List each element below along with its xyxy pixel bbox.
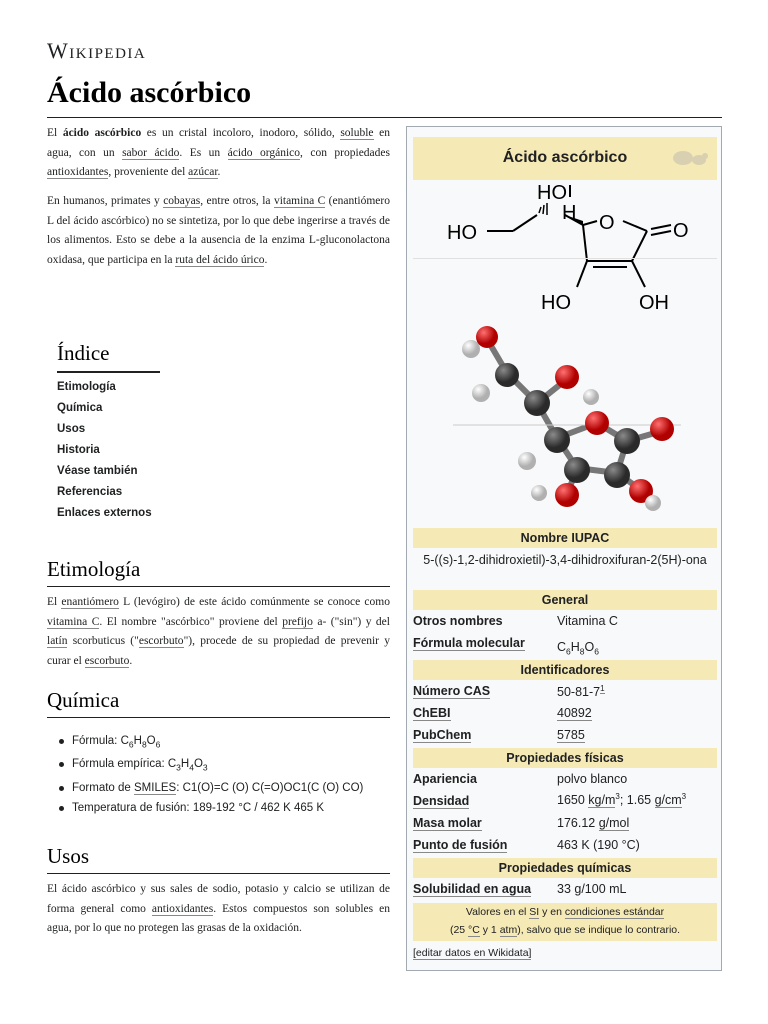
toc-item-vease-tambien[interactable]: Véase también [57, 465, 138, 477]
key-solubilidad[interactable]: Solubilidad en agua [413, 882, 532, 896]
key-numero-cas[interactable]: Número CAS [413, 684, 491, 698]
link-prefijo[interactable]: prefijo [282, 615, 313, 628]
edit-wikidata-link[interactable]: [editar datos en Wikidata] [413, 947, 532, 959]
key-masa-molar[interactable]: Masa molar [413, 816, 482, 830]
val-otros-nombres: Vitamina C [557, 614, 618, 628]
link-vitamina-c-2[interactable]: vitamina C [47, 615, 100, 628]
val-solubilidad: 33 g/100 mL [557, 882, 627, 896]
section-general: General [413, 590, 717, 610]
section-nombre-iupac: Nombre IUPAC [413, 528, 717, 548]
link-latin[interactable]: latín [47, 635, 68, 647]
title-divider [47, 117, 722, 118]
list-item: Fórmula: $C_6H_8O_6$ [57, 734, 390, 751]
intro-paragraph-2: En humanos, primates y cobayas, entre otros, la vitamina C (enantiómero L del ácido ascórbico) no se sintetiza, por lo que debe ingerirse a través de los alimentos. Esto se debe a la ausencia de la enzima L-gluconolactona oxidasa, que participa en la ruta del ácido úrico. [47, 195, 390, 266]
toc-item-referencias[interactable]: Referencias [57, 486, 123, 498]
val-masa-molar: 176.12 g/mol [557, 816, 630, 830]
chemistry-portal-icon [671, 149, 709, 167]
toc-item-historia[interactable]: Historia [57, 444, 100, 456]
label-ho-top: HO [537, 182, 567, 204]
infobox-units-note: Valores en el SI y en condiciones estándar (25 °C y 1 atm), salvo que se indique lo contrario. [413, 903, 717, 941]
link-si[interactable]: SI [529, 906, 540, 918]
ref-cas[interactable]: 1 [600, 684, 605, 693]
val-numero-cas: $50-81-7^1$ [557, 684, 605, 700]
label-ho-left: HO [447, 222, 477, 244]
list-item: Fórmula empírica: $C_3H_4O_3$ [57, 757, 390, 774]
val-pubchem[interactable]: 5785 [557, 728, 585, 742]
link-vitamina-c[interactable]: vitamina C [273, 195, 326, 207]
link-acido-organico[interactable]: ácido orgánico [227, 146, 301, 159]
key-apariencia: Apariencia [413, 772, 477, 786]
toc-item-enlaces-externos[interactable]: Enlaces externos [57, 507, 152, 519]
key-densidad[interactable]: Densidad [413, 794, 470, 808]
val-densidad: 1650 $kg/m^3$; 1.65 $g/cm^3$ [557, 792, 687, 808]
page-title: Ácido ascórbico [47, 76, 252, 109]
toc-item-quimica[interactable]: Química [57, 402, 103, 414]
link-antioxidantes[interactable]: antioxidantes [47, 166, 109, 178]
key-chebi[interactable]: ChEBI [413, 706, 451, 720]
heading-etimologia: Etimología [47, 557, 390, 587]
list-item: Formato de SMILES: C1(O)=C (O) C(=O)OC1(C (O) CO) [57, 781, 390, 795]
val-formula-molecular: $C_6H_8O_6$ [557, 640, 599, 657]
usos-paragraph: El ácido ascórbico y sus sales de sodio, potasio y calcio se utilizan de forma general como antioxidantes. Estos compuestos son solubles en agua, por lo que no protegen las grasas de la oxidación. [47, 883, 390, 934]
infobox-title: Ácido ascórbico [502, 149, 628, 166]
heading-quimica: Química [47, 688, 390, 718]
table-of-contents [57, 341, 161, 524]
link-soluble[interactable]: soluble [340, 127, 374, 139]
link-ruta-acido-urico[interactable]: ruta del ácido úrico [175, 253, 265, 266]
link-enantiomero[interactable]: enantiómero [61, 596, 119, 608]
key-otros-nombres: Otros nombres [413, 614, 503, 628]
wikipedia-logo[interactable]: Wikipedia [47, 38, 147, 63]
label-o-right: O [673, 220, 689, 242]
toc-item-etimologia[interactable]: Etimología [57, 381, 116, 393]
val-chebi[interactable]: 40892 [557, 706, 592, 720]
link-smiles[interactable]: SMILES [134, 781, 177, 794]
key-punto-fusion[interactable]: Punto de fusión [413, 838, 508, 852]
label-h: H [562, 202, 577, 224]
link-cobayas[interactable]: cobayas [163, 195, 201, 207]
section-propiedades-fisicas: Propiedades físicas [413, 748, 717, 768]
label-o-ring: O [599, 212, 615, 234]
key-formula-molecular[interactable]: Fórmula molecular [413, 636, 525, 650]
intro-paragraph-1: El ácido ascórbico es un cristal incoloro, inodoro, sólido, soluble en agua, con un sabor ácido. Es un ácido orgánico, con propiedades antioxidantes, proveniente del azúcar. [47, 127, 390, 178]
quimica-list [57, 734, 390, 821]
key-pubchem[interactable]: PubChem [413, 728, 472, 742]
structure-2d-diagram [437, 179, 697, 319]
label-oh-bottom-right: OH [639, 292, 669, 314]
iupac-name: 5-((s)-1,2-dihidroxietil)-3,4-dihidroxifuran-2(5H)-ona [423, 553, 707, 567]
link-azucar[interactable]: azúcar [188, 166, 218, 178]
toc-item-usos[interactable]: Usos [57, 423, 86, 435]
link-escorbuto-2[interactable]: escorbuto [84, 654, 130, 667]
link-escorbuto[interactable]: escorbuto [138, 635, 184, 647]
infobox-title-bar [413, 137, 717, 180]
ball-and-stick-model [447, 323, 687, 523]
link-sabor-acido[interactable]: sabor ácido [122, 146, 180, 159]
infobox [406, 126, 722, 971]
link-atm[interactable]: atm [499, 924, 518, 936]
val-apariencia: polvo blanco [557, 772, 628, 786]
link-antioxidantes-2[interactable]: antioxidantes [151, 902, 214, 915]
link-condiciones-estandar[interactable]: condiciones estándar [564, 906, 665, 918]
link-celsius[interactable]: °C [468, 924, 480, 936]
toc-title: Índice [57, 341, 160, 373]
etimologia-paragraph: El enantiómero L (levógiro) de este ácido comúnmente se conoce como vitamina C. El nombre "ascórbico" proviene del prefijo a- ("sin") y del latín scorbuticus ("escorbuto"), procede de su propiedad de prevenir y curar el escorbuto. [47, 596, 390, 667]
label-ho-bottom-left: HO [541, 292, 571, 314]
section-propiedades-quimicas: Propiedades químicas [413, 858, 717, 878]
list-item: Temperatura de fusión: 189-192 °C / 462 K 465 K [57, 801, 390, 815]
section-identificadores: Identificadores [413, 660, 717, 680]
val-punto-fusion: 463 K (190 °C) [557, 838, 640, 852]
heading-usos: Usos [47, 844, 390, 874]
